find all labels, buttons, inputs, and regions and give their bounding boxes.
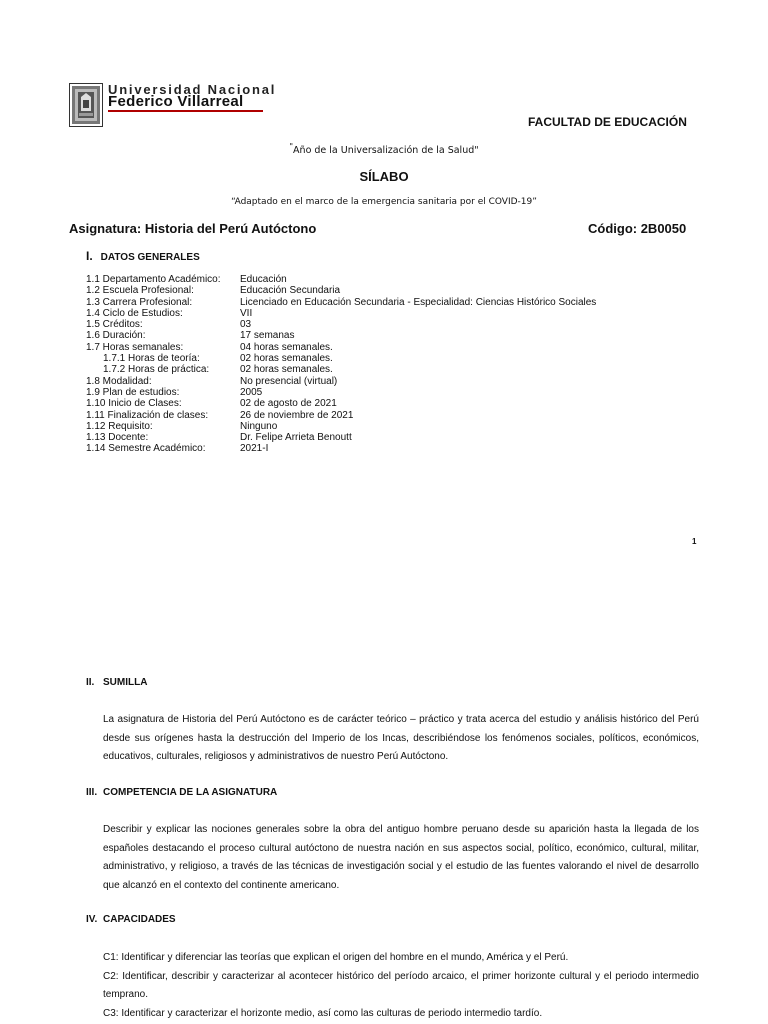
item-label: 1.10 Inicio de Clases: [86,398,182,410]
section-1-title: DATOS GENERALES [100,252,200,263]
list-item: C1: Identificar y diferenciar las teorías que explican el origen del hombre en el mundo, América y el Perú. [103,952,569,963]
list-item [86,285,596,296]
item-label: 1.5 Créditos: [86,319,143,331]
capacities-list [103,949,699,1023]
document-title: SÍLABO [359,169,409,184]
section-3-heading [86,787,277,798]
section-4-heading [86,914,176,925]
item-label: 1.4 Ciclo de Estudios: [86,307,183,319]
section-4-title: CAPACIDADES [103,914,176,925]
item-value: VII [240,307,253,319]
list-item [86,398,596,409]
item-label: 1.13 Docente: [86,432,149,444]
section-3-number: III. [86,787,98,798]
item-value: 26 de noviembre de 2021 [240,409,354,421]
list-item [86,410,596,421]
list-item [86,376,596,387]
list-item [86,387,596,398]
general-data-list [86,274,596,455]
item-label: 1.2 Escuela Profesional: [86,285,194,297]
list-item [86,319,596,330]
section-1-heading [86,249,200,263]
item-value: No presencial (virtual) [240,375,338,387]
university-seal-logo [69,83,103,127]
item-label: 1.7.2 Horas de práctica: [103,364,210,376]
item-value: 02 de agosto de 2021 [240,398,337,410]
item-label: 1.9 Plan de estudios: [86,386,180,398]
list-item [86,330,596,341]
year-motto-text: Año de la Universalización de la Salud" [293,145,479,157]
logo-red-underline [108,110,263,112]
university-name-line1: Universidad Nacional [108,82,277,97]
section-2-title: SUMILLA [103,677,148,688]
list-item: C3: Identificar y caracterizar el horizonte medio, así como las culturas de periodo intermedio tardío. [103,1007,543,1019]
item-label: 1.3 Carrera Profesional: [86,296,193,308]
item-value: Ninguno [240,420,278,432]
list-item: C2: Identificar, describir y caracterizar al acontecer histórico del período arcaico, el primer horizonte cultural y el periodo intermedio temprano. [103,970,699,1000]
item-label: 1.14 Semestre Académico: [86,443,206,455]
list-item [86,274,596,285]
section-3-title: COMPETENCIA DE LA ASIGNATURA [103,787,278,798]
item-label: 1.12 Requisito: [86,420,153,432]
item-value: Educación Secundaria [240,285,341,297]
page-number: 1 [692,537,697,546]
year-open-quote: " [289,142,294,151]
section-1-number: I. [86,249,93,263]
year-motto [0,142,768,156]
list-item [86,432,596,443]
section-2-paragraph: La asignatura de Historia del Perú Autóctono es de carácter teórico – práctico y trata acerca del estudio y análisis histórico del Perú desde sus orígenes hasta la destrucción del Imperio de los Incas, describiéndose los fenómenos sociales, políticos, económicos, educativos, culturales, religiosos y administrativos de nuestro Perú Autóctono. [103,714,699,762]
item-value: 17 semanas [240,330,295,342]
list-item [86,421,596,432]
item-value: Dr. Felipe Arrieta Benoutt [240,432,352,444]
item-value: Educación [240,274,287,285]
section-2-number: II. [86,677,95,688]
section-2-heading [86,677,147,688]
item-label: 1.7 Horas semanales: [86,341,184,353]
item-label: 1.11 Finalización de clases: [86,409,209,421]
subject-code: Código: 2B0050 [588,221,687,236]
item-label: 1.6 Duración: [86,330,146,342]
section-3-paragraph: Describir y explicar las nociones generales sobre la obra del antiguo hombre peruano desde su aparición hasta la llegada de los españoles destacando el proceso cultural autóctono de nuestra nación en sus aspectos social, político, económico, cultural, militar, administrativo, y religioso, a través de las técnicas de investigación social y el estudio de las fuentes valorando el nivel de desarrollo que alcanzó en el contexto del continente americano. [103,824,699,891]
section-4-number: IV. [86,914,98,925]
list-item [86,308,596,319]
item-value: 04 horas semanales. [240,341,333,353]
subject-heading: Asignatura: Historia del Perú Autóctono [69,221,317,236]
item-value: 2021-I [240,443,269,455]
item-label: 1.1 Departamento Académico: [86,274,221,285]
faculty-name: FACULTAD DE EDUCACIÓN [528,115,687,129]
list-item [86,353,596,364]
item-value: 02 horas semanales. [240,353,333,365]
list-item [86,443,596,454]
item-label: 1.7.1 Horas de teoría: [103,353,200,365]
item-value: Licenciado en Educación Secundaria - Especialidad: Ciencias Histórico Sociales [240,296,597,308]
item-value: 03 [240,319,252,331]
item-label: 1.8 Modalidad: [86,375,152,387]
adapted-note: “Adaptado en el marco de la emergencia sanitaria por el COVID-19” [231,197,537,207]
list-item [86,364,596,375]
item-value: 2005 [240,386,263,398]
list-item [86,342,596,353]
item-value: 02 horas semanales. [240,364,333,376]
university-name-line2: Federico Villarreal [108,93,244,110]
list-item [86,297,596,308]
